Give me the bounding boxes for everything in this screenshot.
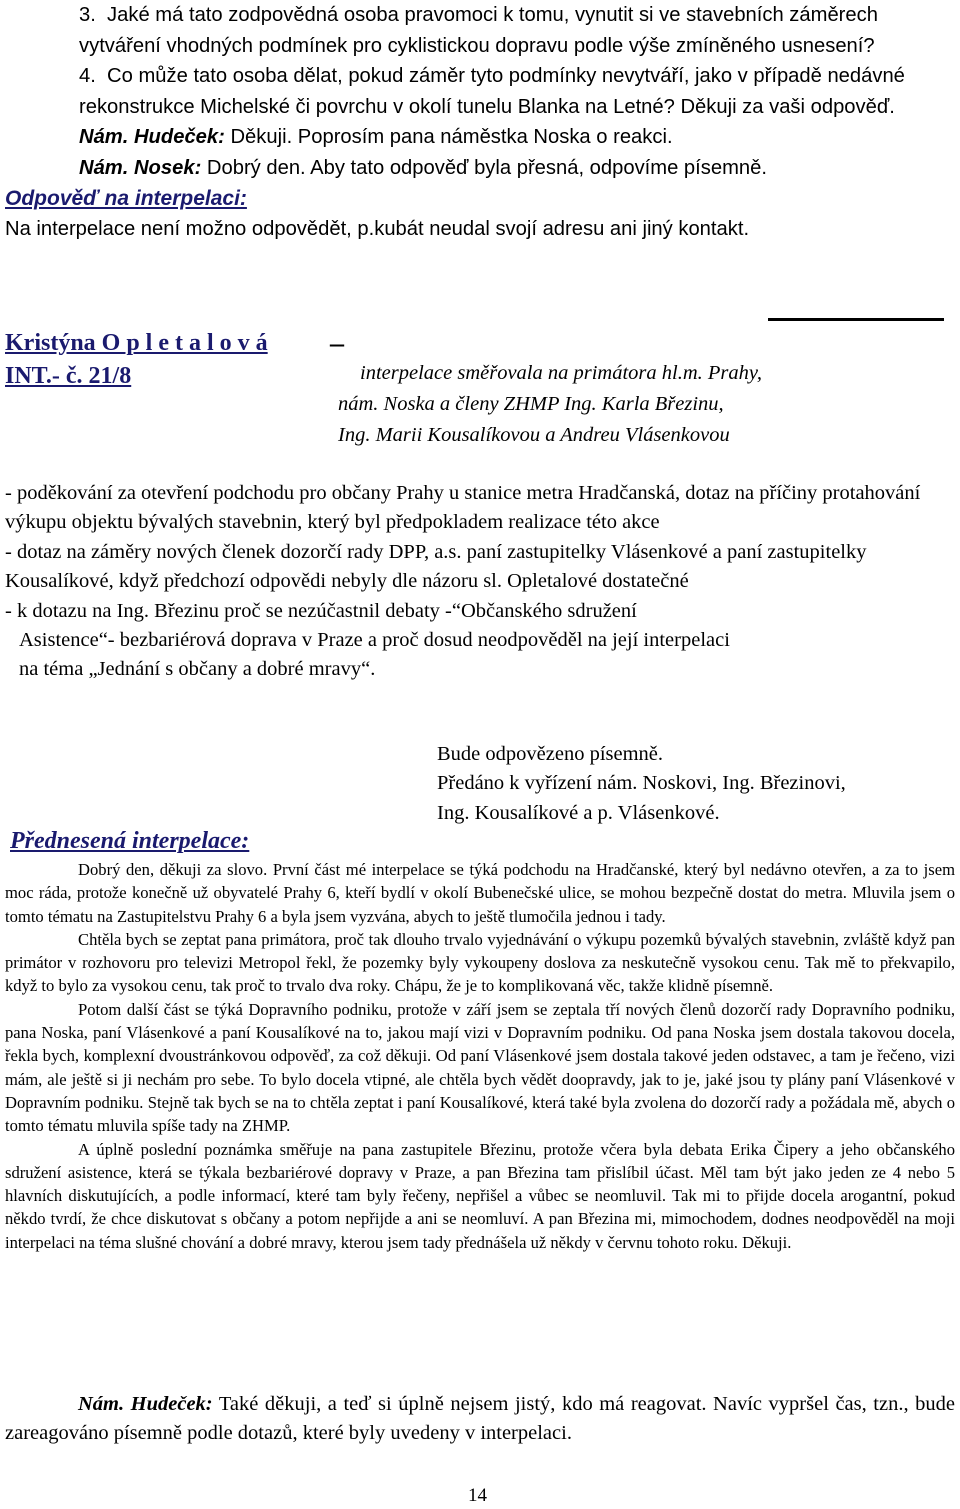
- interpellation-target-3: Ing. Marii Kousalíkovou a Andreu Vlásenkovou: [338, 424, 730, 446]
- page-number: 14: [468, 1485, 487, 1506]
- question-4-text: 4. Co může tato osoba dělat, pokud záměr tyto podmínky nevytváří, jako v případě nedávné rekonstrukce Michelské či povrchu v okolí tunelu Blanka na Letné? Děkuji za vaši odpověď.: [79, 65, 905, 118]
- top-section: [5, 0, 955, 245]
- status-line-1: Bude odpovězeno písemně.: [437, 743, 664, 765]
- interpellation-target-1: interpelace směřovala na primátora hl.m. Prahy,: [360, 362, 762, 384]
- answer-heading: Odpověď na interpelaci:: [5, 186, 247, 210]
- question-4: [5, 61, 955, 122]
- nosek-line: [5, 153, 955, 184]
- interpellation-code: INT.- č. 21/8: [5, 363, 132, 389]
- answer-text-line: [5, 214, 955, 245]
- reply: [5, 1390, 955, 1448]
- summary-point-3-line-1: - k dotazu na Ing. Březinu proč se nezúčastnil debaty -“Občanského sdružení: [5, 599, 637, 622]
- status-block: [437, 740, 846, 828]
- speech-paragraph-1: Dobrý den, děkuji za slovo. První část mé interpelace se týká podchodu na Hradčanské, který byl nedávno otevřen, a za to jsem moc ráda, protože konečně už obyvatelé Prahy 6, kteří bydlí v okolí Bubenečské ulice, se mohou bezpečně dostat do metra. Mluvila jsem o tomto tématu na Zastupitelstvu Prahy 6 a byla jsem vyzvána, abych to ještě tlumočila jednou i tady.: [5, 860, 955, 926]
- hudecek-line: [5, 122, 955, 153]
- summary-point-3-line-2: Asistence“- bezbariérová doprava v Praze a proč dosud neodpověděl na její interpelaci: [19, 629, 730, 652]
- speaker-hudecek-reply: Nám. Hudeček:: [78, 1393, 213, 1415]
- answer-heading-line: [5, 184, 955, 215]
- interpellant-name: Kristýna O p l e t a l o v á: [5, 330, 268, 356]
- question-3: [5, 0, 955, 61]
- status-line-3: Ing. Kousalíkové a p. Vlásenkové.: [437, 801, 720, 824]
- summary-point-3-line-3: na téma „Jednání s občany a dobré mravy“.: [19, 658, 376, 681]
- question-3-text: 3. Jaké má tato zodpovědná osoba pravomoci k tomu, vynutit si ve stavebních záměrech vytváření vhodných podmínek pro cyklistickou dopravu podle výše zmíněného usnesení?: [79, 4, 878, 57]
- presented-heading: Přednesená interpelace:: [10, 828, 250, 854]
- header-dash: –: [330, 328, 344, 359]
- separator-rule: [768, 318, 944, 321]
- summary-point-1: - poděkování za otevření podchodu pro občany Prahy u stanice metra Hradčanská, dotaz na příčiny protahování výkupu objektu bývalých stavebnin, který byl předpokladem realizace této akce: [5, 482, 921, 534]
- speaker-hudecek: Nám. Hudeček:: [79, 126, 225, 149]
- speaker-nosek: Nám. Nosek:: [79, 156, 202, 179]
- nosek-text: Dobrý den. Aby tato odpověď byla přesná, odpovíme písemně.: [201, 156, 767, 179]
- status-line-2: Předáno k vyřízení nám. Noskovi, Ing. Březinovi,: [437, 772, 846, 795]
- summary: [5, 479, 955, 685]
- speech-paragraph-2: Chtěla bych se zeptat pana primátora, proč tak dlouho trvalo vyjednávání o výkupu pozemků bývalých stavebnin, zvláště když pan primátor v rozhovoru pro televizi Metropol řekl, že pozemky byly vykoupeny doslova za neskutečně vysokou cenu. Tak mě to překvapilo, když to bylo za vysokou cenu, tak proč to trvalo dva roky. Chápu, že je to komplikovaná věc, takže klidně písemně.: [5, 929, 955, 996]
- reply-text: Také děkuji, a teď si úplně nejsem jistý, kdo má reagovat. Navíc vypršel čas, tzn., bude zareagováno písemně podle dotazů, které byly uvedeny v interpelaci.: [5, 1393, 955, 1444]
- reply-paragraph: [5, 1390, 955, 1448]
- interpellation-target-2: nám. Noska a členy ZHMP Ing. Karla Březinu,: [338, 393, 724, 415]
- hudecek-text: Děkuji. Poprosím pana náměstka Noska o reakci.: [224, 126, 673, 149]
- summary-point-2: - dotaz na záměry nových členek dozorčí rady DPP, a.s. paní zastupitelky Vlásenkové a paní zastupitelky Kousalíkové, když předchozí odpovědi nebyly dle názoru sl. Opletalové dostatečné: [5, 540, 867, 593]
- speech-paragraph-4: A úplně poslední poznámka směřuje na pana zastupitele Březinu, protože včera byla debata Erika Čipery a jeho občanského sdružení asistence, která se týkala bezbariérové dopravy v Praze, a pan Březina tam přislíbil účast. Měl tam být jako jeden ze 4 nebo 5 hlavních diskutujících, a podle informací, které tam byly řečeny, nepřišel a vůbec se neomluvil. Tak mi to přijde docela arogantní, pokud někdo tvrdí, že chce diskutovat s občany a potom nepřijde a ani se neomluví. A pan Březina mi, mimochodem, dodnes neodpověděl na moji interpelaci na téma slušné chování a dobré mravy, kterou jsem tady přednášela už někdy v červnu tohoto roku. Děkuji.: [5, 1139, 955, 1252]
- speech-paragraph-3: Potom další část se týká Dopravního podniku, protože v září jsem se zeptala tří nových členů dozorčí rady Dopravního podniku, pana Noska, paní Vlásenkové a paní Kousalíkové na to, jakou mají vizi v Dopravním podniku. Od pana Noska jsem dostala takovou docela, řekla bych, komplexní dvoustránkovou odpověď, za což děkuji. Od paní Vlásenkové jsem dostala takové jeden odstavec, a tam je řečeno, vizi mám, ale ještě si ji nechám pro sebe. To bylo docela vtipné, ale chtěla bych vědět doopravdy, jak to je, jaké jsou ty plány paní Vlásenkové v Dopravním podniku. Stejně tak bych se na to chtěla zeptat i paní Kousalíkové, která také byla zvolena do dozorčí rady a požádala mě, abych o tomto tématu mluvila spíše tady na ZHMP.: [5, 999, 955, 1136]
- speech: [5, 858, 955, 1254]
- answer-text: Na interpelace není možno odpovědět, p.kubát neudal svojí adresu ani jiný kontakt.: [5, 218, 750, 241]
